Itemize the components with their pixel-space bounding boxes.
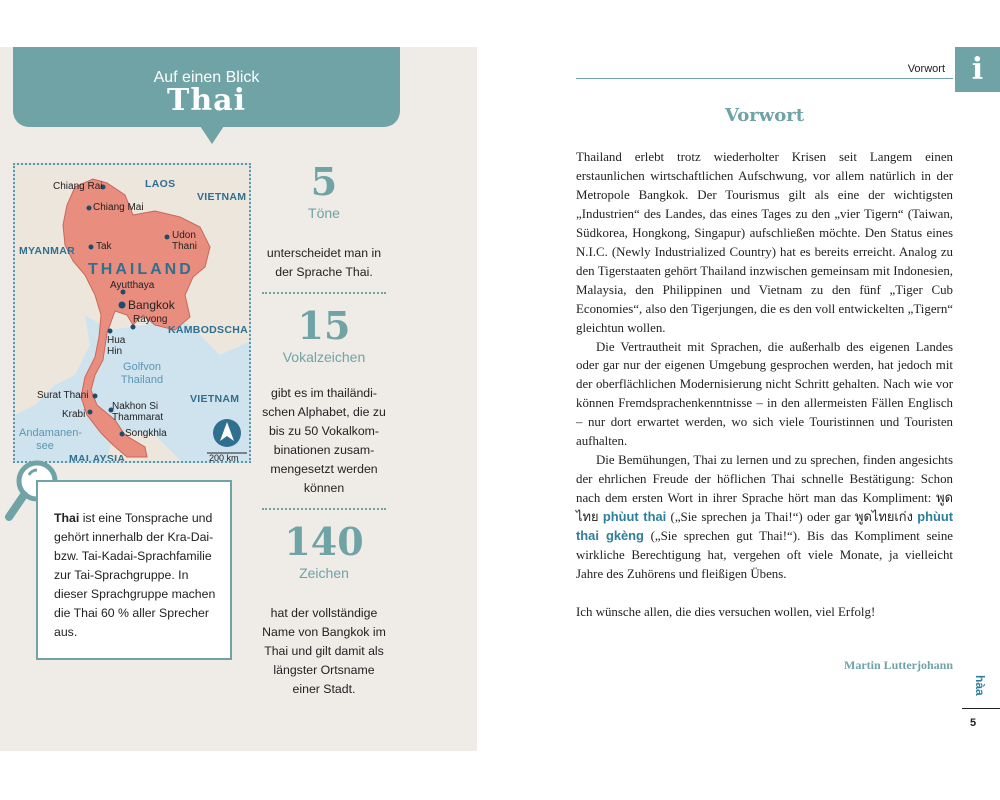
fact-label: Töne — [308, 205, 340, 221]
map-city-krabi: Krabi — [62, 409, 86, 420]
map-city-ayutthaya: Ayutthaya — [110, 280, 155, 291]
city-marker — [108, 329, 113, 334]
city-marker — [119, 302, 126, 309]
map-water-andaman-sea: Andamanen-see — [19, 427, 82, 452]
city-marker — [131, 325, 136, 330]
fact-divider — [262, 292, 386, 294]
city-marker — [87, 206, 92, 211]
map-city-chiang-mai: Chiang Mai — [93, 202, 144, 213]
paragraph-text: („Sie sprechen gut Thai!“). Bis das Kompliment seine wirkliche Berechtigung hat, vergehen oft viele Monate, ja vielleicht Jahre des Zuhörens und fleißigen Übens. — [576, 529, 954, 581]
at-a-glance-banner — [13, 47, 400, 127]
fact-number: 5 — [310, 159, 338, 204]
map-label-malaysia: MALAYSIA — [69, 453, 126, 463]
paragraph — [576, 451, 953, 584]
foreword-body — [576, 148, 953, 622]
fact-number: 140 — [284, 519, 364, 564]
banner-pointer — [200, 126, 224, 144]
map-water-gulf-of-thailand: Golfvon Thailand — [120, 361, 164, 386]
map-city-nakhon-si-thammarat: Nakhon Si Thammarat — [112, 401, 164, 423]
paragraph: Ich wünsche allen, die dies versuchen wollen, viel Erfolg! — [576, 604, 876, 619]
map-city-bangkok: Bangkok — [128, 298, 175, 312]
thai-script: พูดไทยเก่ง — [854, 510, 913, 525]
fact-label: Zeichen — [299, 565, 349, 581]
facts-column — [262, 160, 386, 699]
banner-title: Thai — [167, 83, 246, 118]
city-marker — [88, 410, 93, 415]
thai-romanization: phùut thai — [602, 509, 667, 525]
fact-label: Vokalzeichen — [282, 349, 366, 365]
map-city-songkhla: Songkhla — [125, 428, 167, 439]
info-box-bold: Thai — [54, 511, 80, 525]
thailand-map — [13, 163, 251, 463]
map-city-tak: Tak — [96, 241, 112, 252]
info-box-text: ist eine Tonsprache und gehört innerhalb der Kra-Dai- bzw. Tai-Kadai-Sprachfamilie zur Tai-Sprachgruppe. In dieser Sprachgruppe machen die Thai 60 % aller Sprecher aus. — [54, 511, 216, 639]
fact-divider — [262, 508, 386, 510]
running-header: Vorwort — [907, 63, 945, 75]
map-label-vietnam-south: VIETNAM — [190, 393, 240, 405]
banner-subtitle: Auf einen Blick — [153, 69, 260, 86]
thai-script: พูดไทย — [576, 491, 953, 525]
map-label-thailand: THAILAND — [88, 261, 194, 278]
city-marker — [93, 394, 98, 399]
city-marker — [120, 432, 125, 437]
info-box — [36, 480, 232, 660]
header-rule — [576, 78, 953, 79]
paragraph-text: („Sie sprechen ja Thai!“) oder gar — [666, 510, 855, 525]
page-number-rule — [962, 708, 1000, 709]
map-label-laos: LAOS — [145, 178, 176, 190]
page-number-thai-word: hàa — [973, 675, 987, 696]
thai-romanization: phùut thai gkèng — [576, 509, 954, 544]
map-city-udon-thani: Udon Thani — [172, 230, 198, 252]
paragraph: Die Vertrautheit mit Sprachen, die außerhalb des eigenen Landes oder gar nur der eigenen Umgebung gesprochen werden, hat jedoch mit der oberflächlichen Modernisierung nicht Schritt gehalten. Nach wie vor können Fremdsprachenkenntnisse – in den allermeisten Fällen Englisch – nur dort erwartet werden, wo sich viele Touristinnen und Touristen aufhalten. — [576, 339, 953, 449]
page-number: 5 — [969, 717, 977, 729]
fact-number: 15 — [297, 303, 351, 348]
city-marker — [165, 235, 170, 240]
map-city-chiang-rai: Chiang Rai — [53, 181, 103, 192]
fact-text: gibt es im thailändischen Alphabet, die zu bis zu 50 Vokalkombinationen zusammengesetzt werden können — [262, 386, 386, 495]
fact-text: hat der vollständige Name von Bangkok im Thai und gilt damit als längster Ortsname einer Stadt. — [262, 606, 386, 696]
map-scale-label: 200 km — [209, 453, 239, 463]
map-label-vietnam-north: VIETNAM — [197, 191, 247, 203]
fact-text: unterscheidet man in der Sprache Thai. — [266, 246, 382, 279]
paragraph-text: Die Bemühungen, Thai zu lernen und zu sprechen, finden angesichts der ehrlichen Freude der höflichen Thai schnelle Bestätigung: Schon nach dem ersten Wort in ihrer Sprache hört man das Kompliment: — [576, 453, 953, 506]
map-city-surat-thani: Surat Thani — [37, 390, 89, 401]
paragraph: Thailand erlebt trotz wiederholter Krisen seit Langem einen erstaunlichen wirtschaftlichen Aufschwung, vor allem natürlich in der Metropole Bangkok. Der Tourismus gilt als eine der wichtigsten „Industrien“ des Landes, das eines Tages zu den „vier Tigern“ (Taiwan, Südkorea, Hongkong, Singapur) aufschließen möchte. Den Status eines N.I.C. (Newly Industrialized Country) hat es bereits erreicht. Analog zu den Tigerstaaten gehört Thailand inzwischen gemeinsam mit Indonesien, Malaysia, den Philippinen und Vietnam zu den fünf „Tiger Cub Economies“, also den Tigerjungen, die es den voll entwickelten „Tigern“ gleichtun wollen. — [576, 150, 953, 335]
city-marker — [89, 245, 94, 250]
map-city-hua-hin: Hua Hin — [107, 335, 126, 357]
page-title: Vorwort — [724, 105, 805, 126]
info-tab-icon: i — [955, 47, 1000, 92]
author-signature: Martin Lutterjohann — [844, 658, 953, 672]
map-label-kambodscha: KAMBODSCHA — [168, 324, 248, 336]
map-label-myanmar: MYANMAR — [19, 245, 75, 257]
map-city-rayong: Rayong — [133, 314, 168, 325]
